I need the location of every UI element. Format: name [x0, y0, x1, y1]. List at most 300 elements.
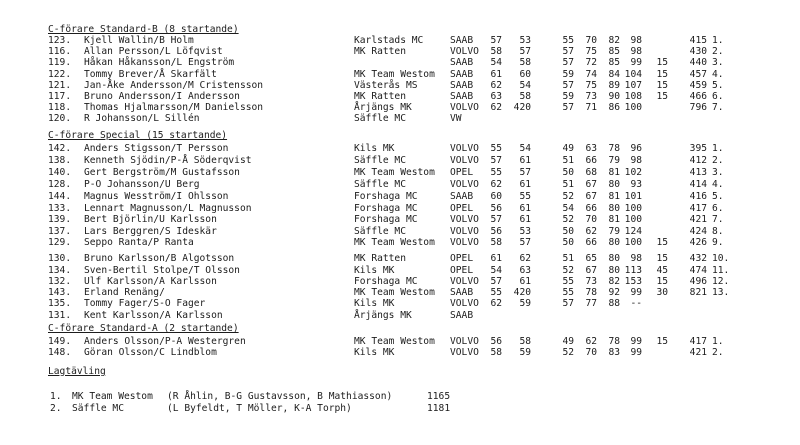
cell-car: VOLVO — [450, 102, 479, 113]
cell-place: 6. — [712, 203, 724, 214]
cell-c6: 153 — [624, 276, 642, 287]
cell-c1: 57 — [490, 214, 502, 225]
cell-c6: 93 — [630, 179, 642, 190]
cell-c1: 62 — [490, 102, 502, 113]
cell-driver: Seppo Ranta/P Ranta — [84, 237, 194, 248]
cell-c4: 63 — [585, 143, 597, 154]
cell-total: 395 — [689, 143, 707, 154]
cell-club: Kils MK — [354, 298, 395, 309]
cell-total: 424 — [689, 226, 707, 237]
cell-c2: 60 — [519, 69, 531, 80]
cell-driver: Bruno Karlsson/B Algotsson — [84, 253, 235, 264]
cell-driver: Håkan Håkansson/L Engström — [84, 57, 235, 68]
cell-total: 415 — [689, 35, 707, 46]
cell-c5: 85 — [608, 46, 620, 57]
cell-c5: 80 — [608, 203, 620, 214]
cell-c3: 57 — [562, 102, 574, 113]
cell-car: VOLVO — [450, 143, 479, 154]
team-score: 1165 — [427, 391, 451, 402]
cell-c3: 49 — [562, 336, 574, 347]
cell-c6: 124 — [624, 226, 642, 237]
cell-car: VOLVO — [450, 179, 479, 190]
cell-driver: Kent Karlsson/A Karlsson — [84, 310, 223, 321]
cell-c6: 100 — [624, 203, 642, 214]
cell-c3: 49 — [562, 143, 574, 154]
cell-c6: 100 — [624, 214, 642, 225]
cell-no: 118. — [48, 102, 72, 113]
cell-club: Karlstads MC — [354, 35, 424, 46]
cell-c5: 81 — [608, 214, 620, 225]
cell-no: 128. — [48, 179, 72, 190]
cell-c4: 70 — [585, 347, 597, 358]
cell-no: 130. — [48, 253, 72, 264]
cell-c5: 89 — [608, 80, 620, 91]
cell-c6: 108 — [624, 91, 642, 102]
team-row — [0, 391, 800, 403]
cell-c2: 58 — [519, 91, 531, 102]
cell-club: Säffle MC — [354, 155, 406, 166]
cell-no: 143. — [48, 287, 72, 298]
cell-place: 2. — [712, 347, 724, 358]
team-members: (R Åhlin, B-G Gustavsson, B Mathiasson) — [167, 391, 393, 402]
cell-c6: 104 — [624, 69, 642, 80]
cell-c7: 15 — [656, 253, 668, 264]
cell-c4: 74 — [585, 69, 597, 80]
cell-car: SAAB — [450, 57, 474, 68]
team-club: Säffle MC — [72, 403, 124, 414]
cell-c1: 61 — [490, 253, 502, 264]
cell-c5: 88 — [608, 298, 620, 309]
cell-club: Säffle MC — [354, 113, 406, 124]
cell-car: VOLVO — [450, 226, 479, 237]
cell-c1: 57 — [490, 155, 502, 166]
cell-place: 1. — [712, 336, 724, 347]
cell-car: SAAB — [450, 310, 474, 321]
table-row — [0, 298, 800, 310]
cell-c5: 79 — [608, 155, 620, 166]
cell-c6: 100 — [624, 102, 642, 113]
cell-club: Kils MK — [354, 143, 395, 154]
cell-place: 6. — [712, 91, 724, 102]
cell-no: 138. — [48, 155, 72, 166]
cell-club: Kils MK — [354, 347, 395, 358]
cell-driver: Tommy Brever/Å Skarfält — [84, 69, 217, 80]
cell-total: 474 — [689, 265, 707, 276]
cell-club: Forshaga MC — [354, 191, 418, 202]
cell-car: VOLVO — [450, 336, 479, 347]
cell-c5: 82 — [608, 35, 620, 46]
cell-c5: 86 — [608, 102, 620, 113]
cell-c1: 56 — [490, 336, 502, 347]
cell-car: SAAB — [450, 69, 474, 80]
cell-c4: 66 — [585, 203, 597, 214]
cell-c2: 58 — [519, 336, 531, 347]
cell-c2: 53 — [519, 35, 531, 46]
cell-c5: 81 — [608, 191, 620, 202]
cell-club: Forshaga MC — [354, 214, 418, 225]
cell-c7: 15 — [656, 69, 668, 80]
cell-c1: 62 — [490, 298, 502, 309]
cell-total: 457 — [689, 69, 707, 80]
cell-car: VOLVO — [450, 214, 479, 225]
cell-c7: 15 — [656, 57, 668, 68]
cell-driver: Magnus Wesström/I Ohlsson — [84, 191, 229, 202]
cell-c6: 102 — [624, 167, 642, 178]
cell-c4: 65 — [585, 253, 597, 264]
cell-c2: 58 — [519, 57, 531, 68]
cell-c7: 15 — [656, 237, 668, 248]
cell-c1: 56 — [490, 203, 502, 214]
cell-c6: 113 — [624, 265, 642, 276]
cell-c2: 61 — [519, 214, 531, 225]
cell-c1: 55 — [490, 287, 502, 298]
cell-total: 796 — [689, 102, 707, 113]
cell-c4: 66 — [585, 155, 597, 166]
cell-c4: 67 — [585, 179, 597, 190]
cell-c3: 57 — [562, 57, 574, 68]
cell-c1: 60 — [490, 191, 502, 202]
cell-c1: 54 — [490, 265, 502, 276]
cell-no: 120. — [48, 113, 72, 124]
cell-club: MK Ratten — [354, 91, 406, 102]
team-members: (L Byfeldt, T Möller, K-A Torph) — [167, 403, 352, 414]
cell-no: 148. — [48, 347, 72, 358]
section-title: C-förare Standard-A (2 startande) — [48, 323, 239, 334]
cell-place: 3. — [712, 57, 724, 68]
table-row — [0, 214, 800, 226]
cell-car: OPEL — [450, 253, 474, 264]
section-title: C-förare Special (15 startande) — [48, 130, 228, 141]
cell-c2: 420 — [513, 102, 531, 113]
cell-c7: 15 — [656, 336, 668, 347]
cell-place: 7. — [712, 214, 724, 225]
cell-c1: 55 — [490, 143, 502, 154]
cell-club: Kils MK — [354, 265, 395, 276]
cell-no: 140. — [48, 167, 72, 178]
cell-c6: 107 — [624, 80, 642, 91]
cell-driver: Kenneth Sjödin/P-Å Söderqvist — [84, 155, 252, 166]
cell-c3: 55 — [562, 287, 574, 298]
cell-driver: Anders Olsson/P-A Westergren — [84, 336, 246, 347]
cell-c5: 78 — [608, 336, 620, 347]
cell-car: VW — [450, 113, 462, 124]
cell-c1: 58 — [490, 237, 502, 248]
cell-driver: P-O Johansson/U Berg — [84, 179, 200, 190]
cell-c4: 62 — [585, 336, 597, 347]
cell-total: 417 — [689, 203, 707, 214]
cell-c3: 52 — [562, 214, 574, 225]
cell-place: 5. — [712, 80, 724, 91]
cell-total: 416 — [689, 191, 707, 202]
cell-no: 137. — [48, 226, 72, 237]
cell-c6: 98 — [630, 46, 642, 57]
cell-place: 13. — [712, 287, 730, 298]
cell-driver: Gert Bergström/M Gustafsson — [84, 167, 240, 178]
cell-no: 122. — [48, 69, 72, 80]
cell-c4: 75 — [585, 46, 597, 57]
cell-c7: 15 — [656, 276, 668, 287]
cell-c5: 90 — [608, 91, 620, 102]
cell-c5: 81 — [608, 167, 620, 178]
cell-no: 131. — [48, 310, 72, 321]
cell-club: Säffle MC — [354, 179, 406, 190]
cell-c6: 98 — [630, 253, 642, 264]
cell-c6: 99 — [630, 287, 642, 298]
cell-c1: 56 — [490, 226, 502, 237]
cell-c4: 73 — [585, 276, 597, 287]
cell-c3: 57 — [562, 46, 574, 57]
cell-place: 9. — [712, 237, 724, 248]
cell-c5: 79 — [608, 226, 620, 237]
cell-no: 119. — [48, 57, 72, 68]
cell-club: Forshaga MC — [354, 203, 418, 214]
cell-total: 459 — [689, 80, 707, 91]
cell-car: OPEL — [450, 203, 474, 214]
table-row — [0, 347, 800, 359]
cell-c1: 62 — [490, 179, 502, 190]
cell-c2: 54 — [519, 143, 531, 154]
cell-place: 8. — [712, 226, 724, 237]
cell-total: 821 — [689, 287, 707, 298]
cell-c3: 59 — [562, 69, 574, 80]
cell-c1: 61 — [490, 69, 502, 80]
cell-c2: 57 — [519, 167, 531, 178]
cell-place: 4. — [712, 179, 724, 190]
cell-c4: 67 — [585, 265, 597, 276]
cell-no: 132. — [48, 276, 72, 287]
cell-place: 5. — [712, 191, 724, 202]
cell-place: 11. — [712, 265, 730, 276]
cell-c6: 99 — [630, 57, 642, 68]
cell-place: 1. — [712, 143, 724, 154]
table-row — [0, 167, 800, 179]
cell-c3: 55 — [562, 276, 574, 287]
cell-c2: 62 — [519, 253, 531, 264]
cell-place: 12. — [712, 276, 730, 287]
table-row — [0, 191, 800, 203]
cell-c7: 45 — [656, 265, 668, 276]
cell-place: 2. — [712, 155, 724, 166]
table-row — [0, 57, 800, 69]
cell-c2: 61 — [519, 203, 531, 214]
cell-c4: 73 — [585, 91, 597, 102]
cell-driver: Lars Berggren/S Ideskär — [84, 226, 217, 237]
cell-car: VOLVO — [450, 155, 479, 166]
cell-c5: 80 — [608, 253, 620, 264]
team-club: MK Team Westom — [72, 391, 153, 402]
cell-c6: 99 — [630, 347, 642, 358]
cell-c6: 101 — [624, 191, 642, 202]
table-row — [0, 155, 800, 167]
cell-c4: 66 — [585, 237, 597, 248]
cell-club: Västerås MS — [354, 80, 418, 91]
cell-club: MK Ratten — [354, 253, 406, 264]
cell-place: 3. — [712, 167, 724, 178]
cell-c2: 61 — [519, 276, 531, 287]
cell-c1: 57 — [490, 35, 502, 46]
cell-club: MK Team Westom — [354, 167, 435, 178]
cell-c4: 70 — [585, 35, 597, 46]
team-place: 1. — [50, 391, 62, 402]
table-row — [0, 143, 800, 155]
cell-c2: 57 — [519, 46, 531, 57]
cell-c5: 80 — [608, 237, 620, 248]
cell-c3: 51 — [562, 179, 574, 190]
cell-car: SAAB — [450, 287, 474, 298]
cell-c4: 78 — [585, 287, 597, 298]
cell-c6: 98 — [630, 35, 642, 46]
cell-total: 430 — [689, 46, 707, 57]
cell-total: 412 — [689, 155, 707, 166]
cell-driver: Bruno Andersson/I Andersson — [84, 91, 240, 102]
cell-c2: 61 — [519, 179, 531, 190]
cell-c5: 84 — [608, 69, 620, 80]
cell-no: 129. — [48, 237, 72, 248]
cell-driver: Sven-Bertil Stolpe/T Olsson — [84, 265, 240, 276]
cell-c1: 62 — [490, 80, 502, 91]
cell-c5: 80 — [608, 265, 620, 276]
cell-c3: 54 — [562, 203, 574, 214]
cell-c7: 15 — [656, 91, 668, 102]
cell-car: SAAB — [450, 80, 474, 91]
cell-c5: 83 — [608, 347, 620, 358]
cell-c5: 78 — [608, 143, 620, 154]
cell-c2: 54 — [519, 80, 531, 91]
cell-club: MK Team Westom — [354, 336, 435, 347]
cell-driver: Erland Renäng/ — [84, 287, 165, 298]
cell-c3: 51 — [562, 155, 574, 166]
cell-c4: 62 — [585, 226, 597, 237]
cell-car: OPEL — [450, 167, 474, 178]
cell-c4: 75 — [585, 80, 597, 91]
cell-driver: Kjell Wallin/B Holm — [84, 35, 194, 46]
cell-no: 121. — [48, 80, 72, 91]
cell-c6: 96 — [630, 143, 642, 154]
cell-car: VOLVO — [450, 46, 479, 57]
cell-c3: 59 — [562, 91, 574, 102]
cell-car: VOLVO — [450, 298, 479, 309]
cell-c7: 15 — [656, 80, 668, 91]
cell-driver: Ulf Karlsson/A Karlsson — [84, 276, 217, 287]
cell-car: VOLVO — [450, 276, 479, 287]
cell-c5: 80 — [608, 179, 620, 190]
cell-driver: Tommy Fager/S-O Fager — [84, 298, 206, 309]
cell-car: VOLVO — [450, 237, 479, 248]
team-row — [0, 403, 800, 415]
cell-car: SAAB — [450, 35, 474, 46]
cell-c2: 59 — [519, 347, 531, 358]
cell-c3: 52 — [562, 265, 574, 276]
cell-total: 432 — [689, 253, 707, 264]
cell-c1: 57 — [490, 276, 502, 287]
cell-car: VOLVO — [450, 347, 479, 358]
cell-total: 440 — [689, 57, 707, 68]
team-title: Lagtävling — [48, 366, 106, 377]
cell-c2: 420 — [513, 287, 531, 298]
table-row — [0, 113, 800, 125]
cell-c2: 63 — [519, 265, 531, 276]
cell-car: OPEL — [450, 265, 474, 276]
cell-c5: 82 — [608, 276, 620, 287]
cell-c1: 58 — [490, 46, 502, 57]
cell-club: Årjängs MK — [354, 310, 412, 321]
cell-c2: 55 — [519, 191, 531, 202]
cell-club: MK Team Westom — [354, 237, 435, 248]
cell-c7: 30 — [656, 287, 668, 298]
cell-c3: 50 — [562, 237, 574, 248]
cell-total: 426 — [689, 237, 707, 248]
cell-no: 144. — [48, 191, 72, 202]
cell-total: 417 — [689, 336, 707, 347]
table-row — [0, 310, 800, 322]
cell-total: 413 — [689, 167, 707, 178]
cell-no: 116. — [48, 46, 72, 57]
cell-no: 135. — [48, 298, 72, 309]
cell-no: 117. — [48, 91, 72, 102]
cell-car: SAAB — [450, 91, 474, 102]
cell-no: 142. — [48, 143, 72, 154]
cell-c4: 77 — [585, 298, 597, 309]
cell-driver: R Johansson/L Sillén — [84, 113, 200, 124]
cell-c5: 85 — [608, 57, 620, 68]
table-row — [0, 179, 800, 191]
section-title: C-förare Standard-B (8 startande) — [48, 24, 239, 35]
cell-c5: 92 — [608, 287, 620, 298]
team-score: 1181 — [427, 403, 451, 414]
cell-club: Säffle MC — [354, 226, 406, 237]
cell-driver: Lennart Magnusson/L Magnusson — [84, 203, 252, 214]
cell-no: 123. — [48, 35, 72, 46]
table-row — [0, 237, 800, 249]
cell-c4: 72 — [585, 57, 597, 68]
cell-c2: 59 — [519, 298, 531, 309]
cell-c4: 67 — [585, 191, 597, 202]
cell-c3: 51 — [562, 253, 574, 264]
cell-club: MK Team Westom — [354, 287, 435, 298]
cell-no: 133. — [48, 203, 72, 214]
cell-c3: 50 — [562, 167, 574, 178]
cell-total: 421 — [689, 214, 707, 225]
cell-no: 149. — [48, 336, 72, 347]
cell-club: Forshaga MC — [354, 276, 418, 287]
cell-c2: 53 — [519, 226, 531, 237]
team-place: 2. — [50, 403, 62, 414]
cell-driver: Bert Björlin/U Karlsson — [84, 214, 217, 225]
cell-total: 414 — [689, 179, 707, 190]
cell-c6: -- — [630, 298, 642, 309]
cell-c3: 50 — [562, 226, 574, 237]
cell-no: 139. — [48, 214, 72, 225]
cell-c1: 55 — [490, 167, 502, 178]
cell-place: 7. — [712, 102, 724, 113]
cell-driver: Anders Stigsson/T Persson — [84, 143, 229, 154]
cell-c3: 55 — [562, 35, 574, 46]
cell-c6: 99 — [630, 336, 642, 347]
cell-c3: 52 — [562, 347, 574, 358]
cell-c1: 54 — [490, 57, 502, 68]
table-row — [0, 253, 800, 265]
cell-c4: 70 — [585, 214, 597, 225]
cell-c1: 63 — [490, 91, 502, 102]
cell-driver: Jan-Åke Andersson/M Cristensson — [84, 80, 264, 91]
cell-c6: 98 — [630, 155, 642, 166]
cell-c4: 71 — [585, 102, 597, 113]
cell-c3: 52 — [562, 191, 574, 202]
cell-total: 421 — [689, 347, 707, 358]
cell-driver: Göran Olsson/C Lindblom — [84, 347, 217, 358]
cell-c1: 58 — [490, 347, 502, 358]
cell-club: MK Ratten — [354, 46, 406, 57]
